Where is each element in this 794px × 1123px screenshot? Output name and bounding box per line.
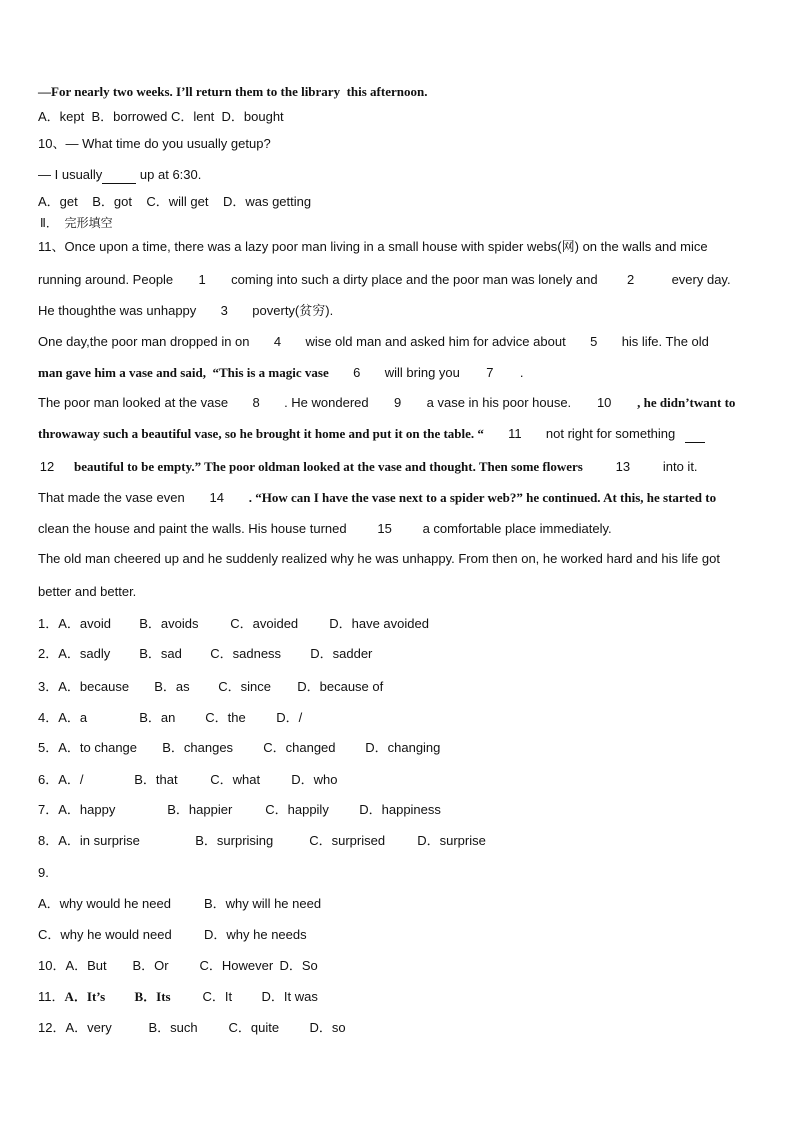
q10-answer-post: up at 6:30. [136,167,202,182]
passage-text: , he didn’twant to [637,395,736,410]
passage-text: clean the house and paint the walls. His house turned [38,521,347,536]
option[interactable]: A．But [65,958,107,973]
blank-number: 10 [596,395,612,410]
passage-line-8 [38,459,698,475]
passage-line-7 [38,426,705,443]
passage-text: not right for something [545,426,676,441]
passage-text: He thoughthe was unhappy [38,303,197,318]
option[interactable]: A．to change [58,740,138,755]
passage-text: a vase in his poor house. [426,395,572,410]
question-number: 11． [38,989,65,1004]
passage-text: One day,the poor man dropped in on [38,334,250,349]
option[interactable]: B．changes [162,740,234,755]
passage-line-11: The old man cheered up and he suddenly realized why he was unhappy. From then on, he worked hard and his life got [38,551,720,566]
option[interactable]: B．Or [132,958,169,973]
option[interactable]: D．So [279,958,318,973]
passage-text: a comfortable place immediately. [422,521,612,536]
passage-text: his life. The old [621,334,709,349]
q9-options: A．kept B．borrowed C．lent D．bought [38,109,284,124]
question-9-row-2 [38,927,307,943]
passage-text: running around. People [38,272,174,287]
option[interactable]: D．who [291,772,338,787]
q10-prompt: 10、— What time do you usually getup? [38,136,271,151]
blank-number: 9 [394,395,402,410]
option[interactable]: A．/ [58,772,84,787]
option[interactable]: C．happily [265,802,329,817]
question-row [38,740,440,756]
option[interactable]: D．have avoided [329,616,429,631]
passage-text: man gave him a vase and said, “This is a magic vase [38,365,329,380]
option[interactable]: B．an [139,710,176,725]
option[interactable]: C．However [199,958,274,973]
passage-text: will bring you [384,365,460,380]
passage-line-5 [38,365,524,381]
q10-answer [38,167,201,184]
answer-blank [685,426,705,443]
question-number: 12． [38,1020,66,1035]
option[interactable]: C．since [218,679,271,694]
option[interactable]: A．in surprise [58,833,140,848]
question-number: 3． [38,679,59,694]
option[interactable]: B．that [134,772,178,787]
option[interactable]: A．avoid [58,616,111,631]
option[interactable]: D．so [309,1020,346,1035]
passage-line-9 [38,490,716,506]
option[interactable]: D．changing [365,740,441,755]
question-number: 4． [38,710,59,725]
option[interactable]: A．why would he need [38,896,171,911]
q10-options: A．get B．got C．will get D．was getting [38,194,312,209]
option[interactable]: B．Its [134,989,171,1004]
option[interactable]: B．happier [167,802,233,817]
blank-number: 12 [39,459,55,474]
passage-text: every day. [671,272,731,287]
answer-blank [102,167,136,184]
question-row [38,958,318,974]
passage-line-1: 11、Once upon a time, there was a lazy poor man living in a small house with spider webs(网) on the walls and mice [38,239,708,254]
option[interactable]: D．surprise [417,833,486,848]
option[interactable]: C．avoided [230,616,299,631]
option[interactable]: C．why he would need [38,927,172,942]
question-number: 6． [38,772,59,787]
question-row [38,772,337,788]
blank-number: 14 [209,490,224,505]
question-number: 2． [38,646,59,661]
question-row [38,989,318,1005]
q9-answer-line: —For nearly two weeks. I’ll return them to the library this afternoon. [38,84,428,99]
question-number: 7． [38,802,59,817]
option[interactable]: D．why he needs [204,927,307,942]
passage-text: wise old man and asked him for advice about [305,334,566,349]
section-title: Ⅱ． 完形填空 [40,216,113,230]
passage-line-3 [38,303,333,319]
q10-answer-pre: — I usually [38,167,103,182]
option[interactable]: D．/ [276,710,303,725]
option[interactable]: C．quite [228,1020,280,1035]
question-row [38,833,486,849]
blank-number: 15 [377,521,392,536]
option[interactable]: B．as [154,679,190,694]
blank-number: 1 [198,272,206,287]
option[interactable]: B．avoids [139,616,199,631]
option[interactable]: D．because of [297,679,384,694]
passage-text: . [519,365,524,380]
passage-line-4 [38,334,709,350]
passage-text: . He wondered [284,395,369,410]
question-row [38,802,441,818]
blank-number: 8 [252,395,260,410]
question-number: 1． [38,616,59,631]
option[interactable]: B．such [148,1020,198,1035]
passage-line-12: better and better. [38,584,137,599]
blank-number: 3 [220,303,228,318]
passage-text: . “How can I have the vase next to a spider web?” he continued. At this, he started to [248,490,717,505]
passage-text: throwaway such a beautiful vase, so he brought it home and put it on the table. “ [38,426,484,441]
option[interactable]: B．surprising [195,833,274,848]
passage-text: The poor man looked at the vase [38,395,229,410]
question-row [38,646,372,662]
question-number: 10． [38,958,66,973]
passage-line-10 [38,521,612,537]
passage-text: coming into such a dirty place and the poor man was lonely and [231,272,598,287]
question-row [38,710,302,726]
question-row [38,679,383,695]
passage-text: into it. [662,459,698,474]
blank-number: 7 [486,365,494,380]
blank-number: 13 [615,459,631,474]
question-row [38,616,429,632]
option[interactable]: A．very [65,1020,112,1035]
option[interactable]: C．It [202,989,233,1004]
option[interactable]: A．sadly [58,646,111,661]
option[interactable]: D．happiness [359,802,441,817]
question-9-number: 9. [38,865,49,880]
option[interactable]: B．sad [139,646,182,661]
blank-number: 4 [273,334,282,349]
option[interactable]: D．sadder [310,646,373,661]
option[interactable]: C．surprised [309,833,386,848]
blank-number: 2 [626,272,635,287]
option[interactable]: C．changed [263,740,336,755]
question-number: 5． [38,740,59,755]
option[interactable]: A．a [58,710,88,725]
passage-line-6 [38,395,735,411]
passage-text: beautiful to be empty.” The poor oldman looked at the vase and thought. Then some flowers [74,459,583,474]
option[interactable]: C．what [210,772,261,787]
blank-number: 5 [590,334,598,349]
question-row [38,1020,346,1036]
blank-number: 6 [353,365,361,380]
option[interactable]: A．happy [58,802,116,817]
passage-text: poverty(贫穷). [252,303,334,318]
option[interactable]: C．sadness [210,646,282,661]
passage-text: That made the vase even [38,490,185,505]
question-number: 8． [38,833,59,848]
option[interactable]: B．why will he need [204,896,322,911]
blank-number: 11 [508,426,522,441]
option[interactable]: D．It was [261,989,318,1004]
passage-line-2 [38,272,731,288]
question-9-row-1 [38,896,321,912]
option[interactable]: C．the [205,710,246,725]
option[interactable]: A．because [58,679,130,694]
option[interactable]: A．It’s [64,989,106,1004]
